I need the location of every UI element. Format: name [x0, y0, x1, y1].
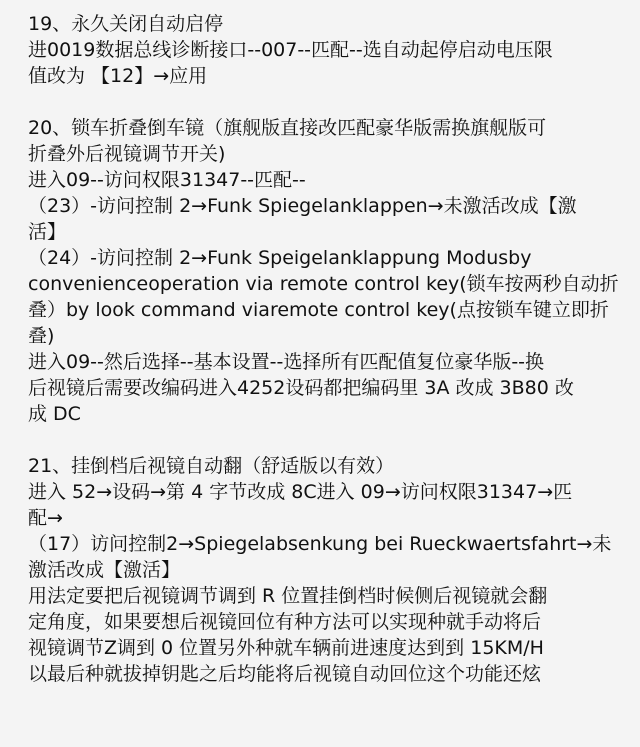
- text-line: 值改为 【12】→应用: [28, 65, 208, 87]
- text-line: 定角度，如果要想后视镜回位有种方法可以实现种就手动将后: [28, 611, 542, 633]
- text-line: 进入09--访问权限31347--匹配--: [28, 169, 306, 191]
- text-line: 视镜调节Z调到 0 位置另外种就车辆前进速度达到到 15KM/H: [28, 637, 544, 659]
- text-line: 活】: [28, 221, 67, 243]
- text-line: 用法定要把后视镜调节调到 R 位置挂倒档时候侧后视镜就会翻: [28, 585, 548, 607]
- page-bottom-margin: [28, 687, 622, 689]
- text-line: 叠): [28, 325, 55, 347]
- text-line: 进0019数据总线诊断接口--007--匹配--选自动起停启动电压限: [28, 39, 553, 61]
- paragraph-gap: [28, 89, 622, 115]
- section-title: 20、锁车折叠倒车镜（旗舰版直接改匹配豪华版需换旗舰版可: [28, 117, 547, 139]
- section-20: [28, 115, 622, 427]
- text-line: （17）访问控制2→Spiegelabsenkung bei Rueckwaertsfahrt→未: [28, 533, 612, 555]
- text-line: 折叠外后视镜调节开关): [28, 143, 226, 165]
- text-line: 进入 52→设码→第 4 字节改成 8C进入 09→访问权限31347→匹: [28, 481, 573, 503]
- section-19: [28, 11, 622, 89]
- text-line: 叠）by look command viaremote control key(点按锁车键立即折: [28, 299, 609, 321]
- section-21: [28, 453, 622, 687]
- section-title: 19、永久关闭自动启停: [28, 13, 224, 35]
- text-line: convenienceoperation via remote control key(锁车按两秒自动折: [28, 273, 619, 295]
- text-line: （23）-访问控制 2→Funk Spiegelanklappen→未激活改成【激: [28, 195, 577, 217]
- text-line: （24）-访问控制 2→Funk Speigelanklappung Modusby: [28, 247, 532, 269]
- text-line: 后视镜后需要改编码进入4252设码都把编码里 3A 改成 3B80 改: [28, 377, 574, 399]
- text-line: 以最后种就拔掉钥匙之后均能将后视镜自动回位这个功能还炫: [28, 663, 542, 685]
- section-title: 21、挂倒档后视镜自动翻（舒适版以有效）: [28, 455, 395, 477]
- text-line: 配→: [28, 507, 63, 529]
- paragraph-gap: [28, 427, 622, 453]
- text-line: 成 DC: [28, 403, 81, 425]
- text-line: 激活改成【激活】: [28, 559, 181, 581]
- text-line: 进入09--然后选择--基本设置--选择所有匹配值复位豪华版--换: [28, 351, 545, 373]
